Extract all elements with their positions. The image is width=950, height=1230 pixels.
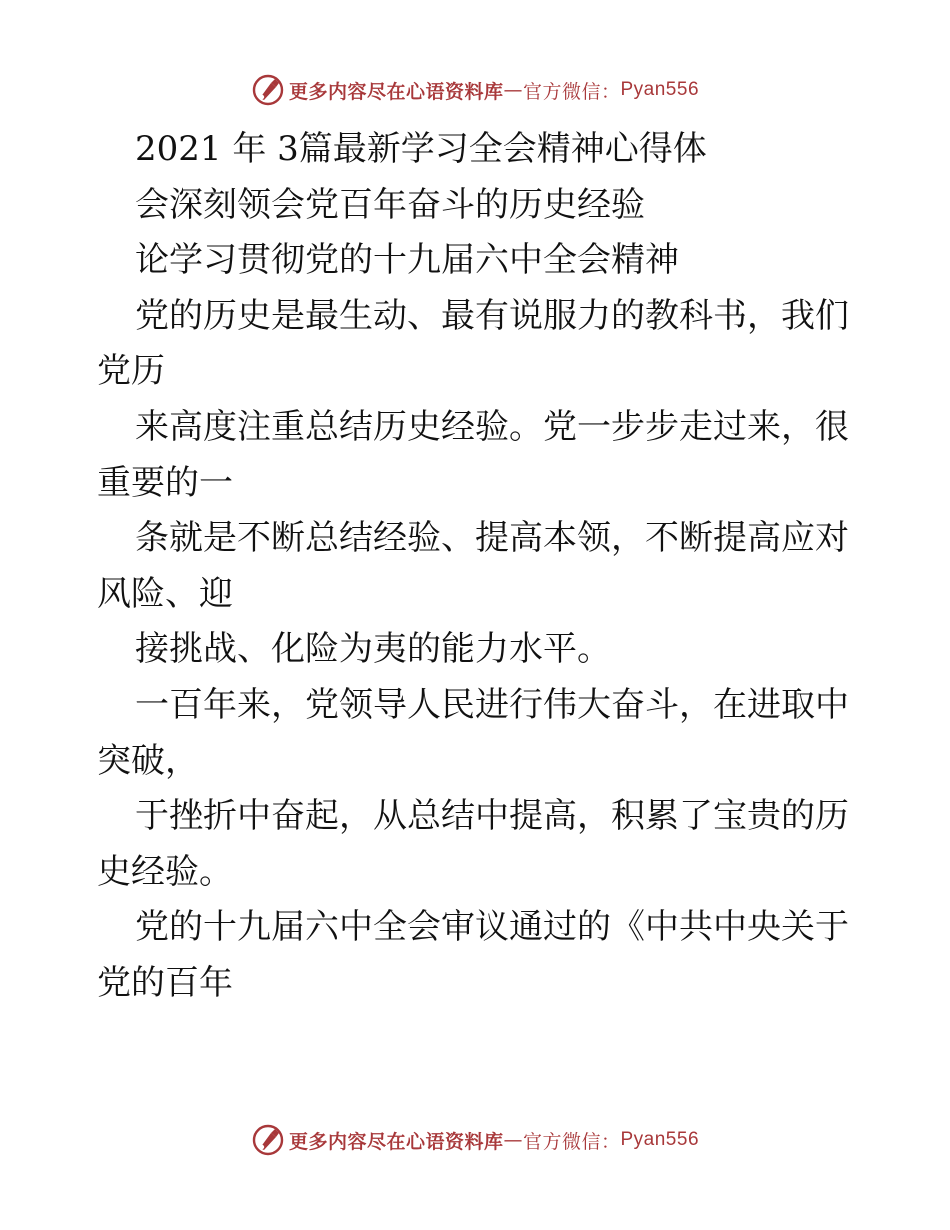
text-line: 风险、迎 <box>97 573 233 614</box>
banner-wechat-id: Pyan556 <box>620 79 700 100</box>
text-line: 一百年来，党领导人民进行伟大奋斗，在进取中 <box>135 684 849 725</box>
text-line: 会深刻领会党百年奋斗的历史经验 <box>135 184 645 225</box>
banner-dash: — <box>503 1129 523 1151</box>
pen-nib-logo-icon <box>251 73 285 107</box>
text-line: 2021 年 3篇最新学习全会精神心得体 <box>135 129 707 169</box>
banner-dash: — <box>503 79 523 101</box>
banner-wechat-id: Pyan556 <box>620 1129 700 1150</box>
text-line: 重要的一 <box>97 462 233 503</box>
text-line: 条就是不断总结经验、提高本领，不断提高应对 <box>135 518 849 559</box>
text-line: 党的历史是最生动、最有说服力的教科书，我们 <box>135 295 849 336</box>
text-line: 党的百年 <box>97 962 233 1003</box>
banner-main-text: 更多内容尽在心语资料库 <box>288 1130 504 1153</box>
text-line: 党历 <box>97 351 165 392</box>
text-line: 突破， <box>97 740 199 781</box>
text-line: 接挑战、化险为夷的能力水平。 <box>135 629 611 670</box>
banner-main-text: 更多内容尽在心语资料库 <box>288 80 504 103</box>
text-line: 党的十九届六中全会审议通过的《中共中央关于 <box>135 907 849 948</box>
document-body <box>97 122 857 1012</box>
text-line: 于挫折中奋起，从总结中提高，积累了宝贵的历 <box>135 796 849 837</box>
pen-nib-logo-icon <box>251 1123 285 1157</box>
footer-banner[interactable] <box>0 1120 950 1160</box>
banner-wechat-label: 官方微信： <box>522 1130 621 1153</box>
text-line: 来高度注重总结历史经验。党一步步走过来，很 <box>135 406 849 447</box>
text-line: 史经验。 <box>97 851 233 892</box>
header-banner[interactable] <box>0 70 950 110</box>
text-line: 论学习贯彻党的十九届六中全会精神 <box>135 240 679 281</box>
banner-wechat-label: 官方微信： <box>522 80 621 103</box>
